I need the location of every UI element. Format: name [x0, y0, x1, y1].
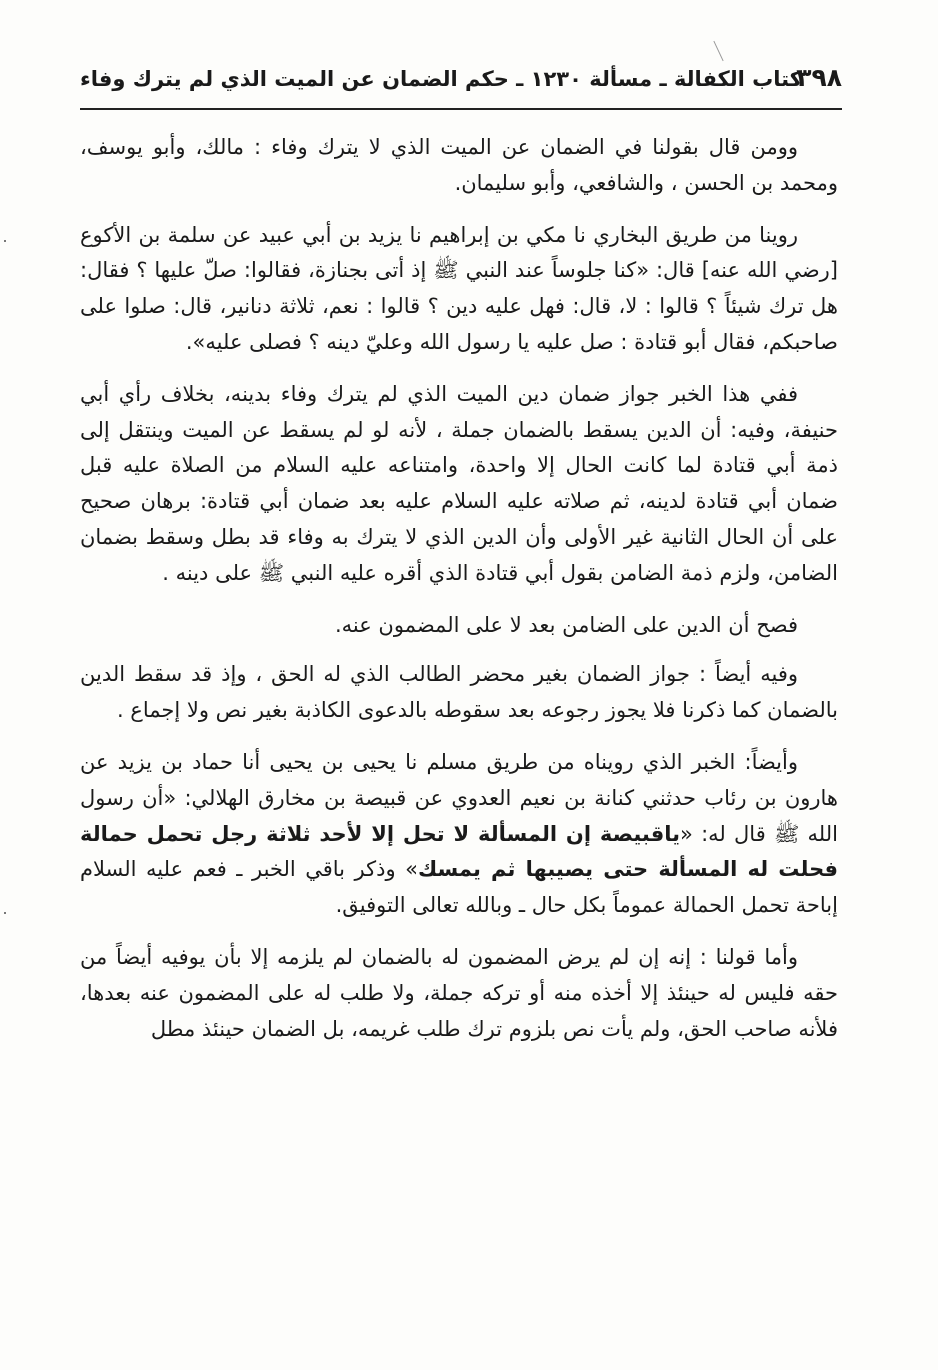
paragraph-3: ففي هذا الخبر جواز ضمان دين الميت الذي لم يترك وفاء بدينه، بخلاف رأي أبي حنيفة، وفيه: أن الدين يسقط بالضمان جملة ، لأنه لو لم يسقط عن الميت وينتقل إلى ذمة أبي قتادة لما كانت الحال إلا واحدة، وامتناعه عليه السلام من الصلاة عليه قبل ضمان أبي قتادة لدينه، ثم صلاته عليه السلام عليه بعد ضمان أبي قتادة: برهان صحيح على أن الحال الثانية غير الأولى وأن الدين الذي لا يترك به وفاء قد بطل وسقط بضمان الضامن، ولزم ذمة الضامن بقول أبي قتادة الذي أقره عليه النبي ﷺ على دينه .: [80, 381, 838, 585]
paragraph-6: [80, 745, 838, 924]
paragraph-6-after: » وذكر باقي الخبر ـ فعم عليه السلام إباحة تحمل الحمالة عموماً بكل حال ـ وبالله تعالى التوفيق.: [80, 857, 838, 918]
page-header: [80, 62, 842, 102]
scan-mark: [713, 41, 723, 61]
scan-speck: [4, 240, 6, 242]
paragraph-1: وومن قال بقولنا في الضمان عن الميت الذي لا يترك وفاء : مالك، وأبو يوسف، ومحمد بن الحسن ، والشافعي، وأبو سليمان.: [80, 135, 838, 195]
paragraph-6-before: وأيضاً: الخبر الذي رويناه من طريق مسلم نا يحيى بن يحيى أنا حماد بن يزيد عن هارون بن رئاب حدثني كنانة بن نعيم العدوي عن قبيصة بن مخارق الهلالي: «أن رسول الله ﷺ قال له: «: [80, 749, 838, 846]
paragraph-2-hadith: روينا من طريق البخاري نا مكي بن إبراهيم نا يزيد بن أبي عبيد عن سلمة بن الأكوع [رضي الله عنه] قال: «كنا جلوساً عند النبي ﷺ إذ أتى بجنازة، فقالوا: صلّ عليها ؟ فقال: هل ترك شيئاً ؟ قالوا : لا، قال: فهل عليه دين ؟ قالوا : نعم، ثلاثة دنانير، قال: صلوا على صاحبكم، فقال أبو قتادة : صل عليه يا رسول الله وعليّ دينه ؟ فصلى عليه».: [80, 222, 838, 354]
paragraph-7: وأما قولنا : إنه إن لم يرض المضمون له بالضمان لم يلزمه إلا بأن يوفيه أيضاً من حقه فليس له حينئذ إلا أخذه منه أو تركه جملة، ولا طلب له على المضمون عنه بعدها، فلأنه صاحب الحق، ولم يأت نص بلزوم ترك طلب غريمه، بل الضمان حينئذ مطل: [80, 944, 838, 1041]
paragraph-5: وفيه أيضاً : جواز الضمان بغير محضر الطالب الذي له الحق ، وإذ قد سقط الدين بالضمان كما ذكرنا فلا يجوز رجوعه بعد سقوطه بالدعوى الكاذبة بغير نص ولا إجماع .: [80, 662, 838, 723]
paragraph-4: فصح أن الدين على الضامن بعد لا على المضمون عنه.: [334, 612, 798, 637]
scan-speck: [4, 912, 6, 914]
running-title: كتاب الكفالة ـ مسألة ١٢٣٠ ـ حكم الضمان عن الميت الذي لم يترك وفاء: [80, 67, 802, 91]
header-rule: [80, 108, 842, 110]
paragraph-6-hadith-quote: ياقبيصة إن المسألة لا تحل إلا لأحد ثلاثة رجل تحمل حمالة فحلت له المسألة حتى يصيبها ثم يمسك: [80, 821, 838, 882]
body-text: [80, 130, 838, 1063]
page-number: ٣٩٨: [796, 63, 842, 92]
